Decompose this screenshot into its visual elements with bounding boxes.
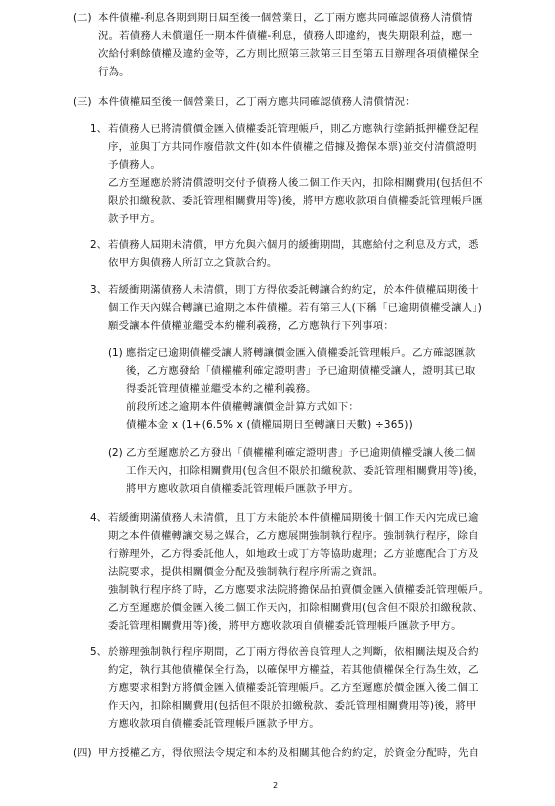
section-number: (四) (73, 747, 92, 759)
text-line: 次給付剩餘債權及違約金等，乙方則比照第三款第三目至第五目辦理各項債權保全 (98, 48, 480, 60)
item-number: 3、 (90, 284, 108, 296)
page-number: 2 (273, 781, 279, 790)
text-line: 委託管理相關費用等)後，將甲方應收款項自債權委託管理帳戶匯款予甲方。 (108, 620, 462, 632)
text-line: 期之本件債權轉讓交易之媒合，乙方應展開強制執行程序。強制執行程序，除自 (108, 530, 479, 542)
section-number: (三) (73, 96, 92, 108)
item-number: 1、 (90, 123, 108, 135)
text-line: 甲方授權乙方，得依照法令規定和本約及相關其他合約約定，於資金分配時，先自 (98, 747, 480, 759)
text-line: 約定，執行其他債權保全行為，以確保甲方權益，若其他債權保全行為生效，乙 (108, 664, 479, 676)
section-number: (二) (73, 12, 92, 24)
text-line: 法院要求，提供相關價金分配及強制執行程序所需之資訊。 (108, 566, 384, 578)
text-line: 乙方至遲應於價金匯入後二個工作天內，扣除相關費用(包含但不限於扣繳稅款、 (108, 602, 483, 614)
text-line: 乙方至遲應於乙方發出「債權權利確定證明書」予已逾期債權受讓人後二個 (126, 447, 476, 459)
text-line: 若緩衝期滿債務人未清償，則丁方得依委託轉讓合約約定，於本件債權屆期後十 (108, 284, 479, 296)
text-line: 將甲方應收款項自債權委託管理帳戶匯款予甲方。 (126, 483, 359, 495)
text-line: 本件債權屆至後一個營業日，乙丁兩方應共同確認債務人清償情況： (98, 96, 416, 108)
text-line: 願受讓本件債權並繼受本約權利義務，乙方應執行下列事項： (108, 320, 394, 332)
text-line: 款予甲方。 (108, 213, 161, 225)
text-line: 行辦理外，乙方得委託他人，如地政士或丁方等協助處理；乙方並應配合丁方及 (108, 548, 479, 560)
text-line: 得委託管理債權並繼受本約之權利義務。 (126, 383, 317, 395)
text-line: 前段所述之逾期本件債權轉讓價金計算方式如下： (126, 401, 359, 413)
text-line: 限於扣繳稅款、委託管理相關費用等)後，將甲方應收款項自債權委託管理帳戶匯 (108, 195, 483, 207)
text-line: 強制執行程序終了時，乙方應要求法院將擔保品拍賣價金匯入債權委託管理帳戶。 (108, 584, 490, 596)
text-line: 方應收款項自債權委託管理帳戶匯款予甲方。 (108, 718, 320, 730)
text-line: 況。若債務人未償還任一期本件債權-利息，債務人即違約，喪失期限利益，應一 (98, 30, 473, 42)
text-line: 於辦理強制執行程序期間，乙丁兩方得依善良管理人之判斷，依相關法規及合約 (108, 646, 479, 658)
text-line: 予債務人。 (108, 159, 161, 171)
text-line: 工作天內，扣除相關費用(包含但不限於扣繳稅款、委託管理相關費用等)後， (126, 465, 484, 477)
text-line: 若債務人屆期未清償，甲方允與六個月的緩衝期間，其應給付之利息及方式，悉 (108, 239, 479, 251)
sub-item-number: (2) (108, 447, 123, 459)
formula-line: 債權本金 x (1+(6.5% x (債權屆期日至轉讓日天數) ÷365)) (126, 419, 413, 431)
text-line: 個工作天內媒合轉讓已逾期之本件債權。若有第三人(下稱「已逾期債權受讓人」) (108, 302, 482, 314)
text-line: 方應要求相對方將價金匯入債權委託管理帳戶。乙方至遲應於價金匯入後二個工 (108, 682, 479, 694)
text-line: 若債務人已將清償價金匯入債權委託管理帳戶，則乙方應執行塗銷抵押權登記程 (108, 123, 479, 135)
text-line: 本件債權-利息各期到期日屆至後一個營業日，乙丁兩方應共同確認債務人清償情 (98, 12, 473, 24)
text-line: 序，並與丁方共同作廢借款文件(如本件債權之借據及擔保本票)並交付清償證明 (108, 141, 477, 153)
text-line: 作天內，扣除相關費用(包括但不限於扣繳稅款、委託管理相關費用等)後，將甲 (108, 700, 477, 712)
text-line: 應指定已逾期債權受讓人將轉讓價金匯入債權委託管理帳戶。乙方確認匯款 (126, 347, 476, 359)
sub-item-number: (1) (108, 347, 123, 359)
text-line: 依甲方與債務人所訂立之貸款合約。 (108, 257, 278, 269)
item-number: 5、 (90, 646, 108, 658)
text-line: 若緩衝期滿債務人未清償，且丁方未能於本件債權屆期後十個工作天內完成已逾 (108, 512, 479, 524)
item-number: 4、 (90, 512, 108, 524)
text-line: 後，乙方應發給「債權權利確定證明書」予已逾期債權受讓人，證明其已取 (126, 365, 476, 377)
item-number: 2、 (90, 239, 108, 251)
text-line: 行為。 (98, 66, 130, 78)
text-line: 乙方至遲應於將清償證明交付予債務人後二個工作天內，扣除相關費用(包括但不 (108, 177, 483, 189)
